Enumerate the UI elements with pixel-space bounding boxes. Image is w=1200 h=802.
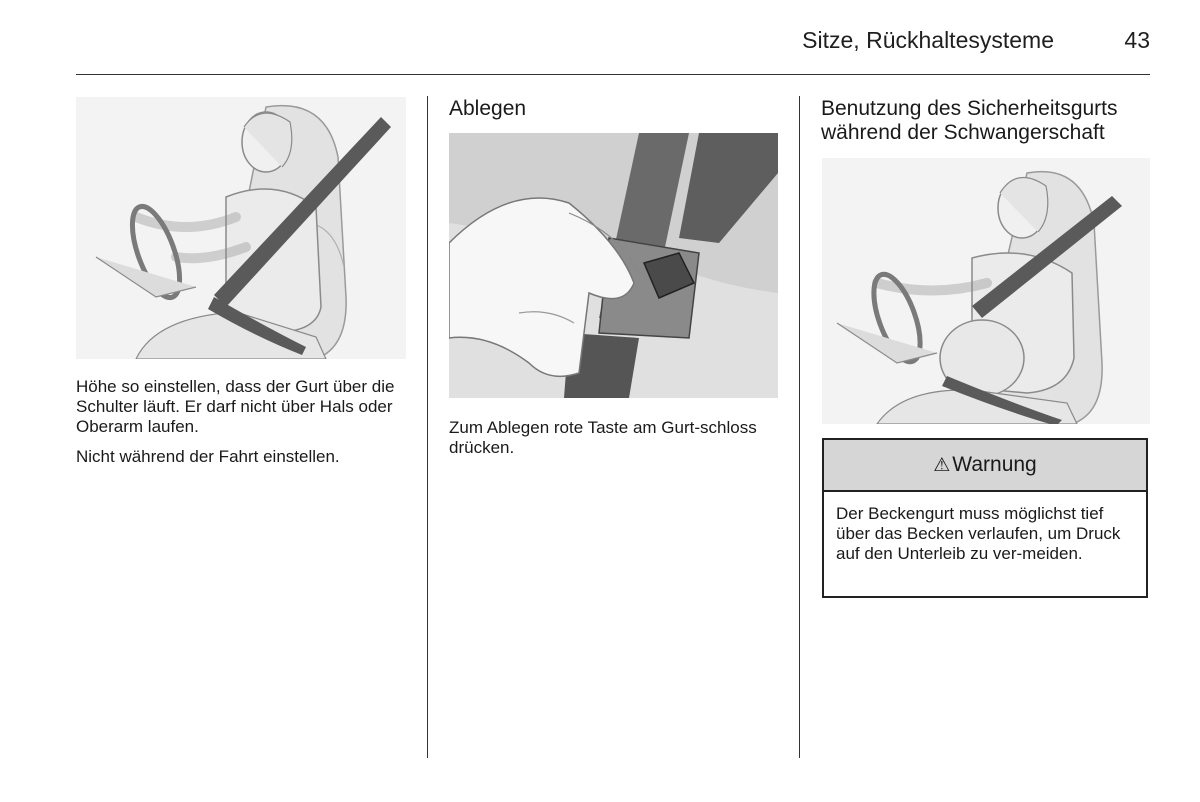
warning-triangle-icon: ⚠ bbox=[933, 454, 951, 476]
warning-title: Warnung bbox=[952, 453, 1037, 476]
column2-text: Zum Ablegen rote Taste am Gurt-schloss drücken. bbox=[449, 418, 757, 457]
pregnant-driver-illustration bbox=[822, 158, 1150, 424]
warning-header bbox=[824, 440, 1146, 492]
seated-driver-illustration bbox=[76, 97, 406, 359]
page-number: 43 bbox=[1124, 27, 1150, 53]
section-heading: Benutzung des Sicherheitsgurts während der Schwangerschaft bbox=[821, 97, 1118, 144]
section-heading: Ablegen bbox=[449, 97, 527, 120]
column-divider bbox=[799, 96, 800, 758]
header-divider bbox=[76, 74, 1150, 75]
warning-box bbox=[822, 438, 1148, 598]
buckle-release-illustration bbox=[449, 133, 778, 398]
paragraph: Höhe so einstellen, dass der Gurt über die Schulter läuft. Er darf nicht über Hals oder Oberarm laufen. bbox=[76, 377, 395, 436]
warning-text: Der Beckengurt muss möglichst tief über das Becken verlaufen, um Druck auf den Unterleib zu ver-meiden. bbox=[836, 504, 1121, 563]
column1-text bbox=[76, 377, 406, 477]
column-divider bbox=[427, 96, 428, 758]
paragraph: Nicht während der Fahrt einstellen. bbox=[76, 447, 340, 466]
section-title: Sitze, Rückhaltesysteme bbox=[802, 27, 1054, 53]
